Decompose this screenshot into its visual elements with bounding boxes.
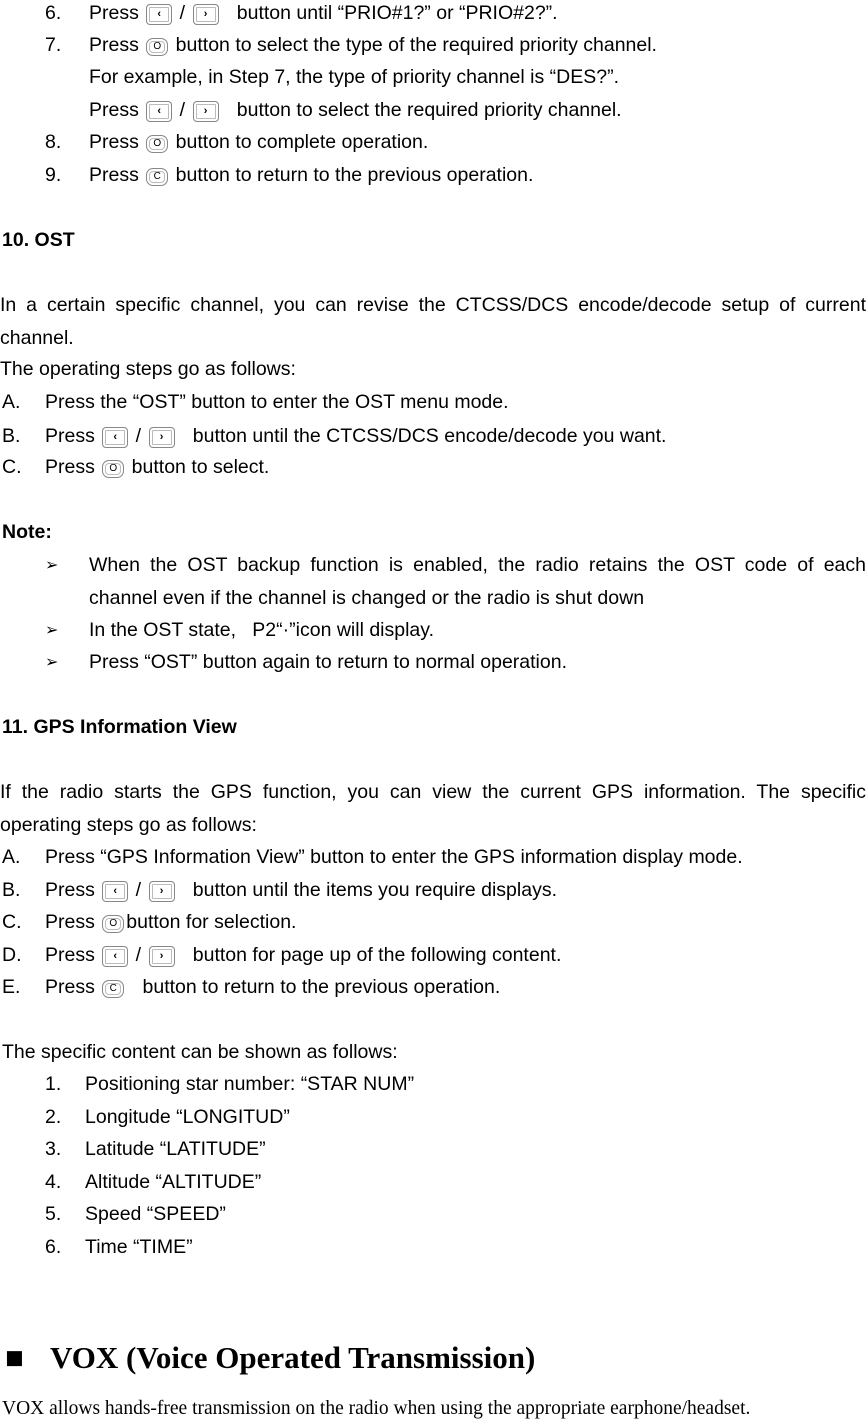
list-marker: 7. — [45, 34, 62, 56]
text: When the OST backup function is enabled, the radio retains the OST code of each channel even if the channel is changed or the radio is shut down — [89, 554, 866, 609]
text: button until the CTCSS/DCS encode/decode you want. — [176, 425, 667, 447]
text-line — [89, 549, 866, 614]
list-marker: ➢ — [45, 622, 59, 639]
text-line — [89, 163, 533, 187]
text: / — [130, 425, 147, 447]
text-line — [85, 1072, 414, 1096]
text: Speed “SPEED” — [85, 1203, 226, 1225]
text: VOX (Voice Operated Transmission) — [50, 1340, 536, 1375]
list-marker: ➢ — [45, 654, 59, 671]
left-arrow-button-icon: ‹ — [146, 4, 172, 25]
text-line — [89, 650, 567, 674]
text-line — [45, 910, 296, 934]
text-line — [45, 390, 509, 414]
text: Press — [89, 131, 145, 153]
text: Press — [89, 2, 145, 24]
list-marker: 4. — [45, 1171, 62, 1193]
ok-button-icon: O — [146, 135, 168, 153]
text-line — [89, 98, 622, 122]
clear-button-icon: C — [146, 168, 168, 186]
list-marker: B. — [2, 425, 21, 447]
text: / — [130, 879, 147, 901]
text: Press “OST” button again to return to normal operation. — [89, 651, 567, 673]
text-line — [85, 1170, 261, 1194]
text: Press — [89, 34, 145, 56]
list-marker: 5. — [45, 1203, 62, 1225]
text-line — [89, 618, 434, 642]
text: Press — [45, 879, 101, 901]
list-marker: 2. — [45, 1106, 62, 1128]
list-marker: A. — [2, 391, 21, 413]
text-line — [45, 943, 561, 967]
text: Press — [45, 456, 101, 478]
text: Press the “OST” button to enter the OST menu mode. — [45, 391, 509, 413]
list-marker: A. — [2, 846, 21, 868]
left-arrow-button-icon: ‹ — [146, 101, 172, 122]
text: button to select the type of the required priority channel. — [170, 34, 657, 56]
right-arrow-button-icon: › — [149, 427, 175, 448]
left-arrow-button-icon: ‹ — [102, 427, 128, 448]
section-heading — [2, 228, 75, 252]
list-marker: D. — [2, 944, 22, 966]
text: The specific content can be shown as follows: — [2, 1041, 398, 1063]
list-marker: 6. — [45, 2, 62, 24]
text: button until “PRIO#1?” or “PRIO#2?”. — [220, 2, 558, 24]
text: If the radio starts the GPS function, you can view the current GPS information. The specific operating steps go as follows: — [0, 781, 866, 836]
list-marker: C. — [2, 456, 22, 478]
vox-heading — [50, 1340, 536, 1375]
text-line — [89, 1, 558, 25]
text: In the OST state, P2“·”icon will display. — [89, 619, 434, 641]
text: In a certain specific channel, you can revise the CTCSS/DCS encode/decode setup of current channel. — [0, 294, 866, 349]
list-marker: B. — [2, 879, 21, 901]
text: / — [174, 2, 191, 24]
text: button to complete operation. — [170, 131, 429, 153]
text: Press “GPS Information View” button to enter the GPS information display mode. — [45, 846, 743, 868]
text: Press — [45, 944, 101, 966]
text: Latitude “LATITUDE” — [85, 1138, 266, 1160]
list-marker: E. — [2, 976, 21, 998]
text-line — [2, 1040, 398, 1064]
text: Note: — [2, 521, 52, 543]
text: VOX allows hands-free transmission on the radio when using the appropriate earphone/headset. — [2, 1398, 751, 1419]
text: For example, in Step 7, the type of priority channel is “DES?”. — [89, 66, 619, 88]
text: button for selection. — [126, 911, 297, 933]
text: Altitude “ALTITUDE” — [85, 1171, 262, 1193]
text: / — [130, 944, 147, 966]
ok-button-icon: O — [102, 460, 124, 478]
right-arrow-button-icon: › — [149, 946, 175, 967]
list-marker: ■ — [5, 1340, 24, 1375]
text: 10. OST — [2, 229, 75, 251]
text-line — [0, 289, 866, 354]
text: Press — [45, 911, 101, 933]
text-line — [45, 845, 743, 869]
list-marker: 3. — [45, 1138, 62, 1160]
text-line — [0, 357, 296, 381]
section-heading — [2, 520, 52, 544]
list-marker: C. — [2, 911, 22, 933]
text: Time “TIME” — [85, 1236, 193, 1258]
right-arrow-button-icon: › — [193, 4, 219, 25]
text-line — [89, 33, 657, 57]
list-marker: ➢ — [45, 557, 59, 574]
list-marker: 1. — [45, 1073, 62, 1095]
text-line — [45, 878, 557, 902]
text-line — [85, 1202, 226, 1226]
text: 11. GPS Information View — [2, 716, 237, 738]
text: Press — [45, 976, 101, 998]
text-line — [85, 1105, 290, 1129]
text: The operating steps go as follows: — [0, 358, 296, 380]
text-line — [0, 776, 866, 841]
right-arrow-button-icon: › — [193, 101, 219, 122]
text-line — [85, 1137, 266, 1161]
ok-button-icon: O — [146, 38, 168, 56]
left-arrow-button-icon: ‹ — [102, 881, 128, 902]
text-line — [85, 1235, 193, 1259]
text-line — [89, 130, 428, 154]
text: button to return to the previous operation. — [170, 164, 534, 186]
ok-button-icon: O — [102, 915, 124, 933]
text: button for page up of the following content. — [176, 944, 562, 966]
text-line — [45, 975, 500, 999]
list-marker: 6. — [45, 1236, 62, 1258]
text: button to select. — [126, 456, 270, 478]
text: Positioning star number: “STAR NUM” — [85, 1073, 415, 1095]
text: button until the items you require displays. — [176, 879, 557, 901]
text: Press — [45, 425, 101, 447]
text: Press — [89, 164, 145, 186]
text-line — [89, 65, 619, 89]
text-line — [2, 1397, 750, 1421]
text: Press — [89, 99, 145, 121]
list-marker: 9. — [45, 164, 62, 186]
text: button to return to the previous operation. — [126, 976, 501, 998]
text-line — [45, 424, 666, 448]
right-arrow-button-icon: › — [149, 881, 175, 902]
section-heading — [2, 715, 237, 739]
left-arrow-button-icon: ‹ — [102, 946, 128, 967]
text-line — [45, 455, 269, 479]
clear-button-icon: C — [102, 980, 124, 998]
text: / — [174, 99, 191, 121]
list-marker: 8. — [45, 131, 62, 153]
text: Longitude “LONGITUD” — [85, 1106, 290, 1128]
text: button to select the required priority channel. — [220, 99, 622, 121]
